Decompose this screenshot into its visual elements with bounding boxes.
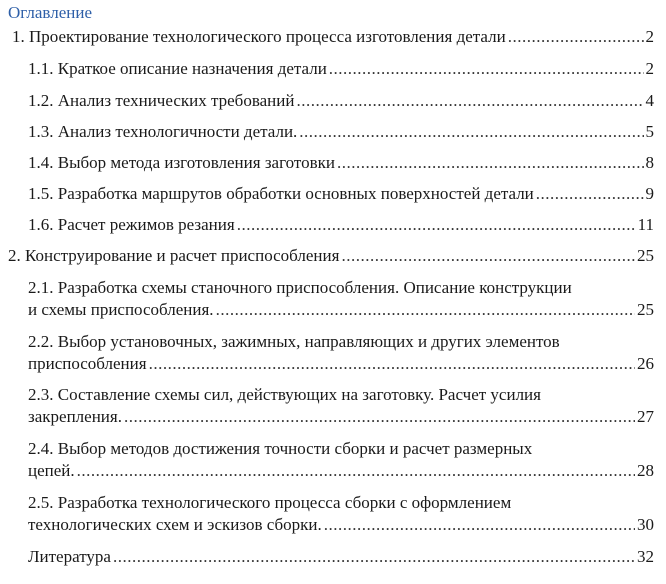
toc-entry[interactable]: [28, 460, 654, 482]
toc-page-number: 30: [637, 515, 654, 534]
toc-entry-label: 1.4. Выбор метода изготовления заготовки: [28, 153, 335, 172]
toc-entry-first-line[interactable]: 2.5. Разработка технологического процесса сборки с оформлением: [28, 493, 512, 512]
toc-page-number: 32: [637, 547, 654, 566]
toc-entry-label: 1.6. Расчет режимов резания: [28, 215, 235, 234]
toc-leader-dots: [149, 353, 635, 375]
toc-entry[interactable]: [28, 183, 654, 205]
toc-entry-label: и схемы приспособления.: [28, 300, 214, 319]
toc-entry[interactable]: [12, 26, 654, 48]
toc-entry[interactable]: [8, 245, 654, 267]
toc-leader-dots: [296, 90, 643, 112]
toc-entry[interactable]: [28, 546, 654, 568]
toc-leader-dots: [299, 121, 643, 143]
toc-leader-dots: [77, 460, 635, 482]
toc-leader-dots: [113, 546, 635, 568]
toc-entry-label: 1.3. Анализ технологичности детали.: [28, 122, 298, 141]
toc-page-number: 28: [637, 461, 654, 480]
toc-leader-dots: [237, 214, 636, 236]
toc-entry-label: 1.2. Анализ технических требований: [28, 91, 295, 110]
toc-page-number: 8: [645, 153, 654, 172]
toc-entry-first-line[interactable]: 2.3. Составление схемы сил, действующих на заготовку. Расчет усилия: [28, 385, 541, 404]
toc-entry[interactable]: [28, 58, 654, 80]
toc-leader-dots: [324, 514, 635, 536]
toc-leader-dots: [341, 245, 635, 267]
toc-entry[interactable]: [28, 406, 654, 428]
toc-page-number: 5: [645, 122, 654, 141]
toc-leader-dots: [536, 183, 644, 205]
toc-page-number: 11: [637, 215, 654, 234]
toc-leader-dots: [337, 152, 644, 174]
toc-entry-first-line[interactable]: 2.2. Выбор установочных, зажимных, направляющих и других элементов: [28, 332, 560, 351]
toc-entry[interactable]: [28, 214, 654, 236]
toc-page-number: 2: [645, 27, 654, 46]
toc-leader-dots: [124, 406, 635, 428]
toc-page-number: 2: [645, 59, 654, 78]
toc-entry[interactable]: [28, 514, 654, 536]
toc-entry-label: 1. Проектирование технологического процесса изготовления детали: [12, 27, 506, 46]
toc-page-number: 4: [645, 91, 654, 110]
toc-entry-label: технологических схем и эскизов сборки.: [28, 515, 322, 534]
toc-heading: Оглавление: [8, 3, 92, 22]
toc-page-number: 25: [637, 300, 654, 319]
toc-page-number: 25: [637, 246, 654, 265]
toc-page-number: 26: [637, 354, 654, 373]
toc-entry-label: закрепления.: [28, 407, 122, 426]
toc-entry-first-line[interactable]: 2.4. Выбор методов достижения точности сборки и расчет размерных: [28, 439, 533, 458]
toc-entry[interactable]: [28, 299, 654, 321]
toc-leader-dots: [329, 58, 644, 80]
toc-entry[interactable]: [28, 152, 654, 174]
toc-entry-first-line[interactable]: 2.1. Разработка схемы станочного приспособления. Описание конструкции: [28, 278, 572, 297]
toc-page-number: 27: [637, 407, 654, 426]
toc-entry[interactable]: [28, 353, 654, 375]
toc-entry-label: цепей.: [28, 461, 75, 480]
toc-entry-label: 1.5. Разработка маршрутов обработки основных поверхностей детали: [28, 184, 534, 203]
toc-entry-label: 1.1. Краткое описание назначения детали: [28, 59, 327, 78]
toc-entry[interactable]: [28, 90, 654, 112]
toc-page-number: 9: [645, 184, 654, 203]
toc-entry-label: 2. Конструирование и расчет приспособления: [8, 246, 340, 265]
toc-entry-label: приспособления: [28, 354, 147, 373]
toc-entry[interactable]: [28, 121, 654, 143]
toc-leader-dots: [216, 299, 635, 321]
toc-entry-label: Литература: [28, 547, 111, 566]
toc-leader-dots: [508, 26, 644, 48]
